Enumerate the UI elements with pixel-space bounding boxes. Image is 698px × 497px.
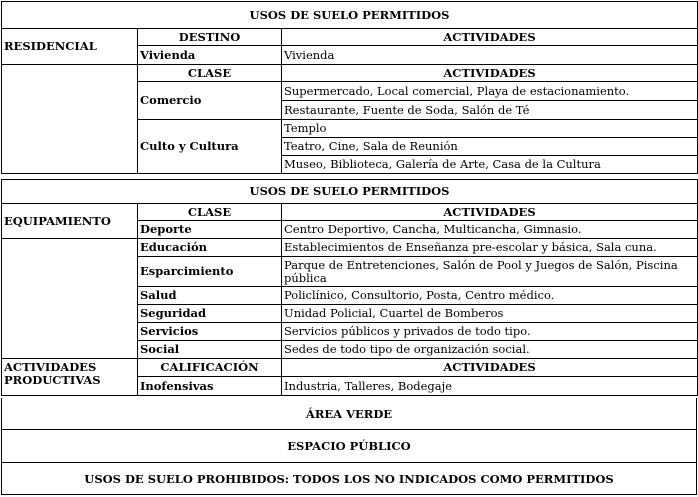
culto-value: Teatro, Cine, Sala de Reunión xyxy=(282,138,698,156)
vivienda-value: Vivienda xyxy=(282,46,698,65)
residencial-blank-cell xyxy=(2,65,138,174)
social-label: Social xyxy=(138,341,282,359)
servicios-value: Servicios públicos y privados de todo tipo. xyxy=(282,323,698,341)
social-value: Sedes de todo tipo de organización social. xyxy=(282,341,698,359)
servicios-label: Servicios xyxy=(138,323,282,341)
educacion-value: Establecimientos de Enseñanza pre-escolar y básica, Sala cuna. xyxy=(282,239,698,257)
actividades-header-4: ACTIVIDADES xyxy=(282,359,698,377)
actividades-header-3: ACTIVIDADES xyxy=(282,204,698,221)
culto-value: Museo, Biblioteca, Galería de Arte, Casa de la Cultura xyxy=(282,156,698,174)
equipamiento-blank-cell xyxy=(2,239,138,359)
destino-header: DESTINO xyxy=(138,29,282,46)
educacion-label: Educación xyxy=(138,239,282,257)
equipamiento-section-label: EQUIPAMIENTO xyxy=(2,204,138,239)
actividades-productivas-label: ACTIVIDADES PRODUCTIVAS xyxy=(2,359,138,396)
equipamiento-table xyxy=(1,179,698,396)
clase-header-2: CLASE xyxy=(138,204,282,221)
clase-header: CLASE xyxy=(138,65,282,82)
calificacion-header: CALIFICACIÓN xyxy=(138,359,282,377)
deporte-value: Centro Deportivo, Cancha, Multicancha, Gimnasio. xyxy=(282,221,698,239)
actividades-header: ACTIVIDADES xyxy=(282,29,698,46)
residencial-table xyxy=(1,1,698,174)
salud-label: Salud xyxy=(138,287,282,305)
inofensivas-label: Inofensivas xyxy=(138,377,282,396)
inofensivas-value: Industria, Talleres, Bodegaje xyxy=(282,377,698,396)
residencial-section-label: RESIDENCIAL xyxy=(2,29,138,65)
prohibidos-band: USOS DE SUELO PROHIBIDOS: TODOS LOS NO INDICADOS COMO PERMITIDOS xyxy=(1,463,697,495)
table2-title: USOS DE SUELO PERMITIDOS xyxy=(2,180,698,204)
comercio-label: Comercio xyxy=(138,82,282,120)
deporte-label: Deporte xyxy=(138,221,282,239)
esparcimiento-value: Parque de Entretenciones, Salón de Pool y Juegos de Salón, Piscina pública xyxy=(282,257,698,287)
espacio-publico-band: ESPACIO PÚBLICO xyxy=(1,430,697,463)
culto-value: Templo xyxy=(282,120,698,138)
seguridad-value: Unidad Policial, Cuartel de Bomberos xyxy=(282,305,698,323)
salud-value: Policlínico, Consultorio, Posta, Centro médico. xyxy=(282,287,698,305)
comercio-value: Restaurante, Fuente de Soda, Salón de Té xyxy=(282,101,698,120)
culto-cultura-label: Culto y Cultura xyxy=(138,120,282,174)
comercio-value: Supermercado, Local comercial, Playa de estacionamiento. xyxy=(282,82,698,101)
esparcimiento-label: Esparcimiento xyxy=(138,257,282,287)
actividades-header-2: ACTIVIDADES xyxy=(282,65,698,82)
area-verde-band: ÁREA VERDE xyxy=(1,398,697,430)
seguridad-label: Seguridad xyxy=(138,305,282,323)
vivienda-label: Vivienda xyxy=(138,46,282,65)
table1-title: USOS DE SUELO PERMITIDOS xyxy=(2,2,698,29)
